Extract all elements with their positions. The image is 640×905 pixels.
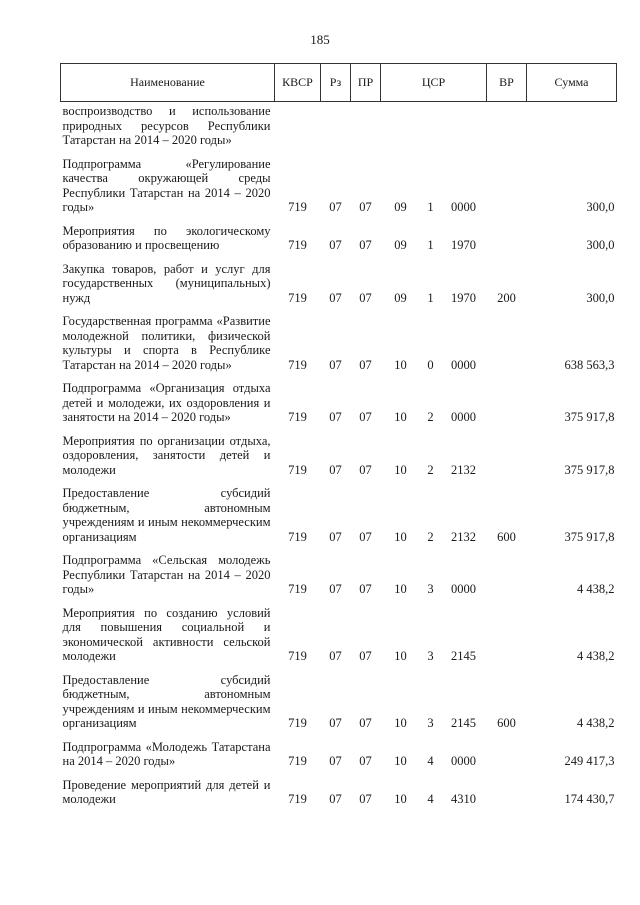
cell-csr-program [381, 102, 421, 148]
table-row [61, 477, 617, 544]
cell-pr: 07 [359, 238, 372, 252]
cell-kvsr: 719 [288, 200, 307, 214]
cell-csr-program: 10 [394, 649, 407, 663]
cell-csr-program: 10 [394, 716, 407, 730]
cell-name: Проведение мероприятий для детей и молодежи [62, 777, 271, 806]
cell-pr: 07 [359, 462, 372, 477]
table-row [61, 102, 617, 148]
table-row [61, 544, 617, 597]
cell-name: воспроизводство и использование природных ресурсов Республики Татарстан на 2014 – 2020 годы» [62, 104, 271, 147]
cell-csr-program: 10 [394, 582, 407, 596]
cell-kvsr: 719 [288, 462, 307, 477]
cell-sum: 375 917,8 [564, 462, 615, 477]
table-row [61, 148, 617, 215]
cell-csr-subprogram: 2 [427, 462, 434, 477]
cell-name: Подпрограмма «Организация отдыха детей и молодежи, их оздоровления и занятости на 2014 – 2020 годы» [62, 381, 271, 424]
cell-csr-program: 10 [394, 792, 407, 806]
cell-csr-subprogram: 1 [427, 200, 434, 214]
table-row [61, 372, 617, 425]
cell-csr-subprogram: 3 [427, 582, 434, 596]
cell-sum: 249 417,3 [564, 754, 615, 768]
cell-vr [487, 372, 527, 425]
cell-kvsr: 719 [288, 754, 307, 768]
cell-name: Мероприятия по экологическому образованию и просвещению [62, 223, 271, 252]
cell-kvsr: 719 [288, 238, 307, 252]
cell-sum: 174 430,7 [564, 792, 615, 806]
cell-name: Государственная программа «Развитие молодежной политики, физической культуры и спорта в Республике Татарстан на 2014 – 2020 годы» [62, 314, 271, 372]
page-number: 185 [310, 32, 330, 47]
cell-csr-subprogram: 2 [427, 410, 434, 424]
cell-csr-subprogram: 2 [427, 529, 434, 544]
cell-csr-code: 0000 [451, 410, 476, 424]
cell-csr-program: 10 [394, 529, 407, 544]
header-pr: ПР [351, 64, 381, 102]
cell-rz: 07 [329, 582, 342, 596]
cell-kvsr: 719 [288, 649, 307, 663]
cell-csr-subprogram: 3 [427, 649, 434, 663]
cell-vr: 200 [497, 290, 516, 305]
cell-vr [487, 305, 527, 372]
header-name: Наименование [61, 64, 275, 102]
cell-kvsr: 719 [288, 792, 307, 806]
cell-name: Мероприятия по организации отдыха, оздоровления, занятости детей и молодежи [62, 433, 271, 477]
cell-sum: 4 438,2 [577, 716, 615, 730]
cell-name: Мероприятия по созданию условий для повышения социальной и экономической активности сельской молодежи [62, 605, 271, 663]
cell-vr [487, 425, 527, 478]
budget-table [60, 63, 617, 807]
cell-csr-code: 4310 [451, 792, 476, 806]
header-sum: Сумма [527, 64, 617, 102]
cell-sum: 300,0 [586, 290, 615, 305]
cell-pr: 07 [359, 716, 372, 730]
cell-pr [351, 102, 381, 148]
cell-name: Подпрограмма «Регулирование качества окружающей среды Республики Татарстан на 2014 – 2020 годы» [62, 156, 271, 214]
table-row [61, 664, 617, 731]
cell-name: Предоставление субсидий бюджетным, автономным учреждениям и иным некоммерческим организациям [62, 486, 271, 544]
cell-name: Подпрограмма «Молодежь Татарстана на 2014 – 2020 годы» [62, 739, 271, 768]
cell-pr: 07 [359, 529, 372, 544]
cell-csr-subprogram: 1 [427, 290, 434, 305]
header-kvsr: КВСР [275, 64, 321, 102]
header-rz: Рз [321, 64, 351, 102]
cell-vr [487, 215, 527, 253]
cell-pr: 07 [359, 200, 372, 214]
header-csr: ЦСР [381, 64, 487, 102]
cell-pr: 07 [359, 582, 372, 596]
cell-kvsr [275, 102, 321, 148]
cell-rz [321, 102, 351, 148]
cell-csr-code: 1970 [451, 290, 476, 305]
table-row [61, 253, 617, 306]
cell-sum: 300,0 [586, 200, 615, 214]
cell-rz: 07 [329, 529, 342, 544]
cell-sum: 4 438,2 [577, 582, 615, 596]
cell-pr: 07 [359, 357, 372, 372]
cell-csr-program: 10 [394, 410, 407, 424]
cell-csr-program: 10 [394, 357, 407, 372]
cell-rz: 07 [329, 238, 342, 252]
cell-csr-code: 2145 [451, 649, 476, 663]
cell-csr-subprogram: 0 [427, 357, 434, 372]
cell-vr [487, 769, 527, 807]
cell-vr [487, 148, 527, 215]
cell-csr-subprogram: 4 [427, 754, 434, 768]
cell-pr: 07 [359, 792, 372, 806]
cell-vr: 600 [497, 529, 516, 544]
cell-kvsr: 719 [288, 357, 307, 372]
table-row [61, 597, 617, 664]
cell-sum: 375 917,8 [564, 529, 615, 544]
cell-csr-program: 09 [394, 200, 407, 214]
cell-rz: 07 [329, 716, 342, 730]
cell-rz: 07 [329, 792, 342, 806]
cell-name: Закупка товаров, работ и услуг для государственных (муниципальных) нужд [62, 261, 271, 305]
cell-csr-code: 0000 [451, 582, 476, 596]
cell-kvsr: 719 [288, 410, 307, 424]
table-row [61, 215, 617, 253]
cell-csr-program: 10 [394, 754, 407, 768]
cell-sum [527, 102, 617, 148]
cell-rz: 07 [329, 357, 342, 372]
table-header-row [61, 64, 617, 102]
cell-csr-subprogram: 1 [427, 238, 434, 252]
cell-csr-code: 1970 [451, 238, 476, 252]
cell-vr [487, 597, 527, 664]
cell-csr-code: 2132 [451, 462, 476, 477]
header-vr: ВР [487, 64, 527, 102]
cell-vr: 600 [497, 716, 516, 730]
cell-sum: 300,0 [586, 238, 615, 252]
cell-csr-subprogram [421, 102, 441, 148]
cell-csr-subprogram: 3 [427, 716, 434, 730]
table-row [61, 305, 617, 372]
table-body [61, 102, 617, 807]
table-row [61, 769, 617, 807]
cell-vr [487, 731, 527, 769]
cell-pr: 07 [359, 754, 372, 768]
cell-kvsr: 719 [288, 716, 307, 730]
cell-csr-code: 2145 [451, 716, 476, 730]
cell-rz: 07 [329, 410, 342, 424]
cell-csr-code: 0000 [451, 754, 476, 768]
cell-csr-code: 0000 [451, 200, 476, 214]
cell-csr-program: 10 [394, 462, 407, 477]
cell-kvsr: 719 [288, 582, 307, 596]
cell-csr-program: 09 [394, 238, 407, 252]
cell-csr-subprogram: 4 [427, 792, 434, 806]
cell-sum: 375 917,8 [564, 410, 615, 424]
cell-pr: 07 [359, 290, 372, 305]
cell-vr [487, 102, 527, 148]
cell-kvsr: 719 [288, 290, 307, 305]
cell-rz: 07 [329, 754, 342, 768]
cell-name: Предоставление субсидий бюджетным, автономным учреждениям и иным некоммерческим организациям [62, 672, 271, 730]
cell-csr-code [441, 102, 487, 148]
cell-rz: 07 [329, 200, 342, 214]
cell-name: Подпрограмма «Сельская молодежь Республики Татарстан на 2014 – 2020 годы» [62, 553, 271, 596]
cell-csr-program: 09 [394, 290, 407, 305]
cell-rz: 07 [329, 649, 342, 663]
cell-pr: 07 [359, 649, 372, 663]
table-row [61, 731, 617, 769]
cell-pr: 07 [359, 410, 372, 424]
cell-sum: 4 438,2 [577, 649, 615, 663]
table-row [61, 425, 617, 478]
cell-vr [487, 544, 527, 597]
cell-rz: 07 [329, 462, 342, 477]
cell-csr-code: 0000 [451, 357, 476, 372]
cell-rz: 07 [329, 290, 342, 305]
cell-csr-code: 2132 [451, 529, 476, 544]
cell-sum: 638 563,3 [564, 357, 615, 372]
cell-kvsr: 719 [288, 529, 307, 544]
